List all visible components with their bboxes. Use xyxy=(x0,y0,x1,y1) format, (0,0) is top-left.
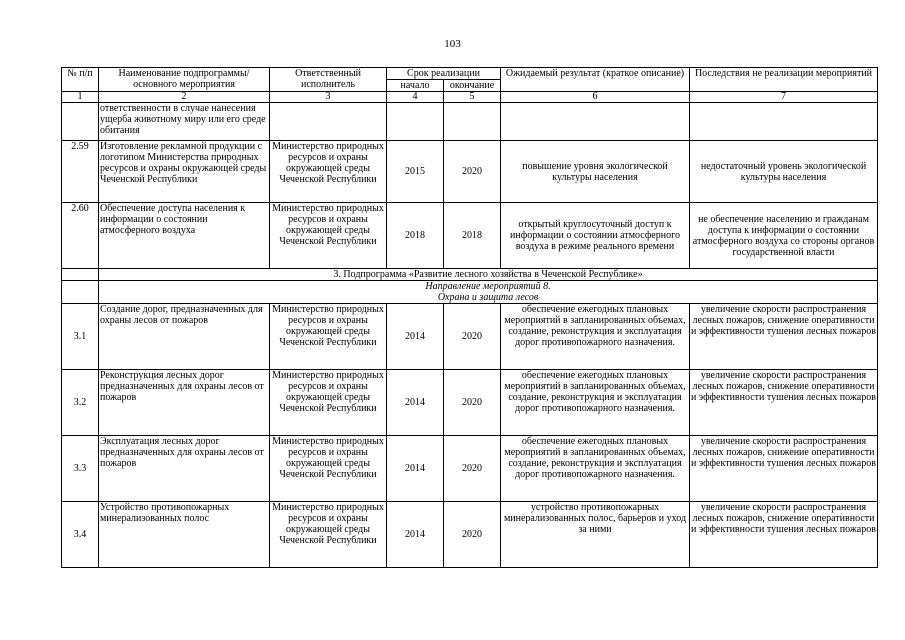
header-num: № п/п xyxy=(62,68,99,92)
cell-result: повышение уровня экологической культуры населения xyxy=(501,141,690,203)
cell-num xyxy=(62,269,99,281)
cell-consequences: увеличение скорости распространения лесных пожаров, снижение оперативности и эффективности тушения лесных пожаров xyxy=(690,436,878,502)
cell-num: 2.60 xyxy=(62,203,99,269)
cell-consequences: увеличение скорости распространения лесных пожаров, снижение оперативности и эффективности тушения лесных пожаров xyxy=(690,304,878,370)
cell-name: ответственности в случае нанесения ущерба животному миру или его среде обитания xyxy=(99,103,270,141)
cell-num: 3.3 xyxy=(62,436,99,502)
cell-end: 2020 xyxy=(444,370,501,436)
cell-result: устройство противопожарных минерализованных полос, барьеров и уход за ними xyxy=(501,502,690,568)
continuation-row xyxy=(62,103,878,141)
header-end: окончание xyxy=(444,80,501,92)
cell-result: обеспечение ежегодных плановых мероприятий в запланированных объемах, создание, реконструкция и эксплуатация дорог противопожарного назначения. xyxy=(501,304,690,370)
cell-num: 3.4 xyxy=(62,502,99,568)
cell-end: 2018 xyxy=(444,203,501,269)
column-number: 5 xyxy=(444,92,501,103)
cell-responsible: Министерство природных ресурсов и охраны окружающей среды Чеченской Республики xyxy=(270,304,387,370)
cell-responsible: Министерство природных ресурсов и охраны окружающей среды Чеченской Республики xyxy=(270,370,387,436)
cell-result: обеспечение ежегодных плановых мероприятий в запланированных объемах, создание, реконструкция и эксплуатация дорог противопожарного назначения. xyxy=(501,436,690,502)
cell-num: 2.59 xyxy=(62,141,99,203)
header-result: Ожидаемый результат (краткое описание) xyxy=(501,68,690,92)
cell-name: Обеспечение доступа населения к информации о состоянии атмосферного воздуха xyxy=(99,203,270,269)
cell-num xyxy=(62,281,99,304)
header-name: Наименование подпрограммы/ основного мероприятия xyxy=(99,68,270,92)
cell-result: открытый круглосуточный доступ к информации о состоянии атмосферного воздуха в режиме реального времени xyxy=(501,203,690,269)
table-body xyxy=(62,68,878,568)
header-responsible: Ответственный исполнитель xyxy=(270,68,387,92)
cell-end: 2020 xyxy=(444,304,501,370)
cell-end: 2020 xyxy=(444,502,501,568)
cell-consequences: увеличение скорости распространения лесных пожаров, снижение оперативности и эффективности тушения лесных пожаров xyxy=(690,370,878,436)
header-consequences: Последствия не реализации мероприятий xyxy=(690,68,878,92)
cell-num: 3.2 xyxy=(62,370,99,436)
cell-result xyxy=(501,103,690,141)
cell-responsible: Министерство природных ресурсов и охраны окружающей среды Чеченской Республики xyxy=(270,436,387,502)
column-number: 3 xyxy=(270,92,387,103)
table-row xyxy=(62,370,878,436)
column-numbers-row xyxy=(62,92,878,103)
cell-end: 2020 xyxy=(444,141,501,203)
table-row xyxy=(62,304,878,370)
cell-start: 2014 xyxy=(387,304,444,370)
cell-name: Устройство противопожарных минерализованных полос xyxy=(99,502,270,568)
column-number: 4 xyxy=(387,92,444,103)
events-table xyxy=(61,67,878,568)
cell-consequences: увеличение скорости распространения лесных пожаров, снижение оперативности и эффективности тушения лесных пожаров xyxy=(690,502,878,568)
direction-row xyxy=(62,281,878,304)
direction-number: Направление мероприятий 8. xyxy=(425,281,551,292)
column-number: 7 xyxy=(690,92,878,103)
cell-start: 2014 xyxy=(387,370,444,436)
table-row xyxy=(62,141,878,203)
cell-start: 2014 xyxy=(387,502,444,568)
cell-start: 2018 xyxy=(387,203,444,269)
cell-start xyxy=(387,103,444,141)
cell-consequences: недостаточный уровень экологической культуры населения xyxy=(690,141,878,203)
cell-num xyxy=(62,103,99,141)
direction-heading xyxy=(99,281,878,304)
cell-start: 2014 xyxy=(387,436,444,502)
table-row xyxy=(62,436,878,502)
page-number: 103 xyxy=(444,38,461,50)
cell-num: 3.1 xyxy=(62,304,99,370)
cell-start: 2015 xyxy=(387,141,444,203)
cell-name: Изготовление рекламной продукции с логотипом Министерства природных ресурсов и охраны окружающей среды Чеченской Республики xyxy=(99,141,270,203)
column-number: 1 xyxy=(62,92,99,103)
cell-responsible: Министерство природных ресурсов и охраны окружающей среды Чеченской Республики xyxy=(270,502,387,568)
table-row xyxy=(62,203,878,269)
column-number: 6 xyxy=(501,92,690,103)
cell-name: Реконструкция лесных дорог предназначенных для охраны лесов от пожаров xyxy=(99,370,270,436)
cell-responsible: Министерство природных ресурсов и охраны окружающей среды Чеченской Республики xyxy=(270,141,387,203)
subprogram-row xyxy=(62,269,878,281)
cell-end xyxy=(444,103,501,141)
cell-result: обеспечение ежегодных плановых мероприятий в запланированных объемах, создание, реконструкция и эксплуатация дорог противопожарного назначения. xyxy=(501,370,690,436)
cell-consequences xyxy=(690,103,878,141)
cell-name: Эксплуатация лесных дорог предназначенных для охраны лесов от пожаров xyxy=(99,436,270,502)
cell-responsible: Министерство природных ресурсов и охраны окружающей среды Чеченской Республики xyxy=(270,203,387,269)
header-row xyxy=(62,68,878,80)
cell-end: 2020 xyxy=(444,436,501,502)
column-number: 2 xyxy=(99,92,270,103)
header-start: начало xyxy=(387,80,444,92)
table-row xyxy=(62,502,878,568)
cell-consequences: не обеспечение населению и гражданам доступа к информации о состоянии атмосферного воздуха со стороны органов государственной власти xyxy=(690,203,878,269)
cell-name: Создание дорог, предназначенных для охраны лесов от пожаров xyxy=(99,304,270,370)
direction-name: Охрана и защита лесов xyxy=(437,292,539,303)
subprogram-title: 3. Подпрограмма «Развитие лесного хозяйства в Чеченской Республике» xyxy=(99,269,878,281)
header-term: Срок реализации xyxy=(387,68,501,80)
cell-responsible xyxy=(270,103,387,141)
